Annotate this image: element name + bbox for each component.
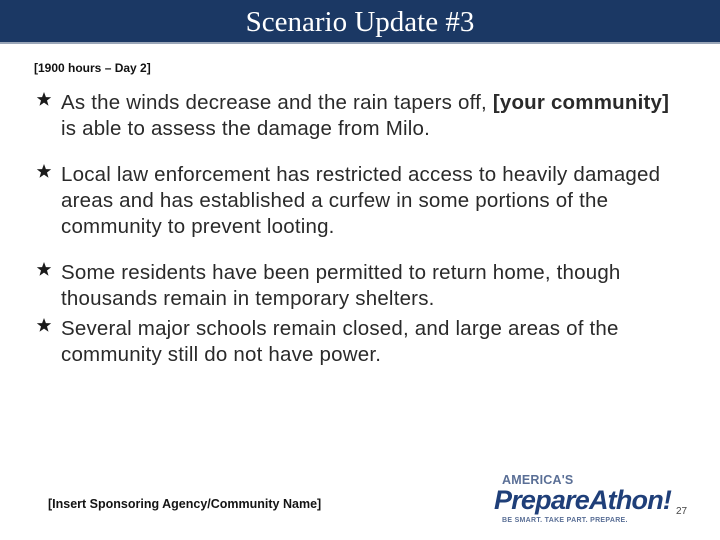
- page-number: 27: [676, 506, 688, 517]
- star-icon: [36, 163, 52, 179]
- community-placeholder: [your community]: [492, 91, 670, 114]
- prepareathon-logo: [488, 473, 672, 530]
- bullet-text: is able to assess the damage from Milo.: [61, 117, 430, 140]
- bullet-item: [36, 260, 676, 312]
- star-icon: [36, 317, 52, 333]
- logo-tagline: BE SMART. TAKE PART. PREPARE.: [502, 517, 628, 524]
- sponsor-placeholder: [Insert Sponsoring Agency/Community Name]: [48, 497, 322, 511]
- bullet-text: As the winds decrease and the rain tapers off,: [61, 91, 493, 114]
- bullet-item: [36, 162, 676, 240]
- star-icon: [36, 91, 52, 107]
- title-bar: [0, 0, 720, 44]
- bullet-text: Some residents have been permitted to return home, though thousands remain in temporary shelters.: [61, 261, 621, 310]
- logo-line1: AMERICA'S: [502, 473, 574, 487]
- timestamp: [1900 hours – Day 2]: [34, 61, 151, 75]
- logo-line2: PrepareAthon!: [494, 485, 672, 515]
- bullet-item: [36, 90, 676, 142]
- bullet-text: Several major schools remain closed, and large areas of the community still do not have power.: [61, 317, 619, 366]
- bullet-item: [36, 316, 676, 368]
- bullet-list: [36, 90, 676, 368]
- bullet-text: Local law enforcement has restricted access to heavily damaged areas and has established a curfew in some portions of the community to prevent looting.: [61, 163, 661, 238]
- slide-title: Scenario Update #3: [245, 6, 475, 38]
- star-icon: [36, 261, 52, 277]
